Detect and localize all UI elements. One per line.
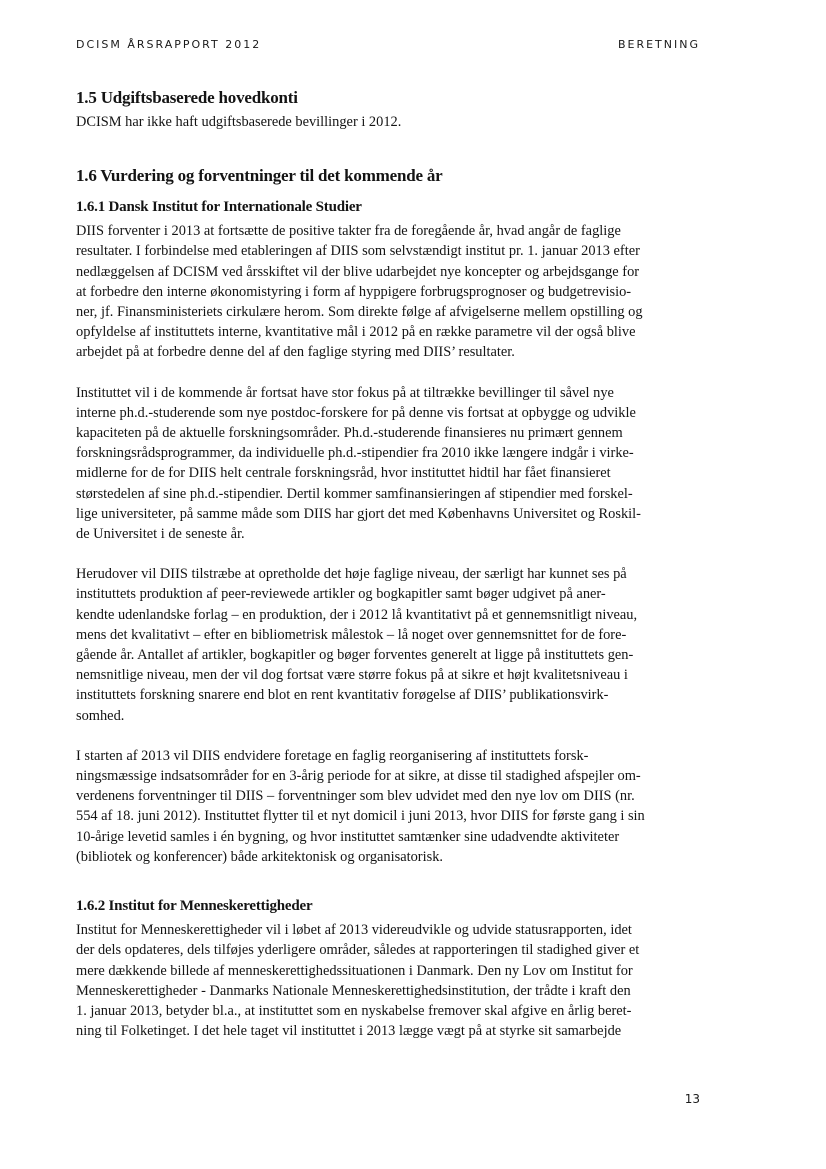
text-line: I starten af 2013 vil DIIS endvidere foretage en faglig reorganisering af instituttets forsk- [76, 747, 589, 764]
text-line: ning til Folketinget. I det hele taget vil instituttet i 2013 lægge vægt på at styrke sit samarbejde [76, 1023, 622, 1040]
paragraph [76, 920, 712, 1041]
text-line: nedlæggelsen af DCISM ved årsskiftet vil der blive udarbejdet nye koncepter og arbejdsgange for [76, 263, 640, 280]
text-line: gående år. Antallet af artikler, bogkapitler og bøger forventes generelt at ligge på instituttets gen- [76, 647, 634, 664]
text-line: verdenens forventninger til DIIS – forventninger som blev udvidet med den nye lov om DIIS (nr. [76, 788, 635, 805]
paragraph [76, 383, 712, 545]
section-1-5-text: DCISM har ikke haft udgiftsbaserede bevillinger i 2012. [76, 114, 402, 130]
text-line: Institut for Menneskerettigheder vil i løbet af 2013 videreudvikle og udvide statusrapporten, idet [76, 922, 632, 939]
paragraph [76, 746, 712, 867]
text-line: at forbedre den interne økonomistyring i form af hyppigere forbrugsprognoser og budgetrevisio- [76, 283, 632, 300]
text-line: 1. januar 2013, betyder bl.a., at instituttet som en nyskabelse fremover skal afgive en årlig beret- [76, 1002, 632, 1019]
text-line: kapaciteten på de aktuelle forskningsområder. Ph.d.-studerende finansieres nu primært gennem [76, 425, 623, 442]
text-line: størstedelen af sine ph.d.-stipendier. Dertil kommer samfinansieringen af stipendier med forskel- [76, 485, 633, 502]
text-line: Menneskerettigheder - Danmarks Nationale Menneskerettighedsinstitution, der trådte i kraft den [76, 982, 631, 999]
page-number: 13 [684, 1092, 700, 1106]
text-line: kendte udenlandske forlag – en produktion, der i 2012 lå kvantitativt på et gennemsnitligt niveau, [76, 606, 638, 623]
header-report-title: DCISM ÅRSRAPPORT 2012 [76, 38, 262, 51]
text-line: mere dækkende billede af menneskerettighedssituationen i Danmark. Den ny Lov om Institut for [76, 962, 633, 979]
text-line: 554 af 18. juni 2012). Instituttet flytter til et nyt domicil i juni 2013, hvor DIIS for første gang i sin [76, 808, 645, 825]
paragraph [76, 221, 712, 362]
text-line: lige universiteter, på samme måde som DIIS har gjort det med Københavns Universitet og Roskil- [76, 505, 641, 522]
running-header [76, 38, 700, 51]
section-1-6-heading: 1.6 Vurdering og forventninger til det kommende år [76, 166, 443, 186]
text-line: ner, jf. Finansministeriets cirkulære herom. Som direkte følge af afvigelserne mellem opstilling og [76, 304, 643, 321]
section-1-6-2-heading: 1.6.2 Institut for Menneskerettigheder [76, 898, 313, 915]
text-line: instituttets forskning snarere end blot en rent kvantitativ forøgelse af DIIS’ publikationsvirk- [76, 687, 609, 704]
text-line: arbejdet på at forbedre denne del af den faglige styring med DIIS’ resultater. [76, 344, 515, 361]
text-line: nemsnitlige niveau, men der vil dog fortsat være større fokus på at sikre et højt kvalitetsniveau i [76, 667, 628, 684]
text-line: instituttets produktion af peer-reviewede artikler og bogkapitler samt bøger udgivet på aner- [76, 586, 606, 603]
text-line: (bibliotek og konferencer) både arkitektonisk og organisatorisk. [76, 848, 443, 865]
text-line: der dels opdateres, dels tilføjes yderligere områder, således at rapporteringen til stadighed giver et [76, 942, 640, 959]
text-line: midlerne for de for DIIS helt centrale forskningsråd, hvor instituttet hidtil har fået finansieret [76, 465, 611, 482]
section-1-5-heading: 1.5 Udgiftsbaserede hovedkonti [76, 88, 298, 107]
section-1-6-1-heading: 1.6.1 Dansk Institut for Internationale Studier [76, 199, 362, 216]
text-line: ningsmæssige indsatsområder for en 3-årig periode for at sikre, at disse til stadighed afspejler om- [76, 768, 641, 785]
text-line: 10-årige levetid samles i én bygning, og hvor instituttet samtænker sine udadvendte aktiviteter [76, 828, 620, 845]
text-line: de Universitet i de seneste år. [76, 526, 245, 543]
text-line: DIIS forventer i 2013 at fortsætte de positive takter fra de foregående år, hvad angår de faglige [76, 223, 621, 240]
text-line: Instituttet vil i de kommende år fortsat have stor fokus på at tiltrække bevillinger til såvel nye [76, 384, 614, 401]
text-line: resultater. I forbindelse med etableringen af DIIS som selvstændigt institut pr. 1. januar 2013 efter [76, 243, 640, 260]
text-line: forskningsrådsprogrammer, da individuelle ph.d.-stipendier fra 2010 ikke længere indgår i virke- [76, 445, 634, 462]
header-section-name: BERETNING [617, 38, 700, 51]
text-line: mens det kvalitativt – efter en bibliometrisk målestok – lå noget over gennemsnittet for de fore- [76, 626, 627, 643]
text-line: somhed. [76, 707, 125, 724]
text-line: Herudover vil DIIS tilstræbe at opretholde det høje faglige niveau, der særligt har kunnet ses på [76, 566, 627, 583]
page-content [76, 86, 712, 1041]
text-line: interne ph.d.-studerende som nye postdoc-forskere for på denne vis fortsat at opbygge og udvikle [76, 404, 636, 421]
text-line: opfyldelse af instituttets interne, kvantitative mål i 2012 på en række parametre vil der også blive [76, 324, 636, 341]
paragraph [76, 564, 712, 726]
